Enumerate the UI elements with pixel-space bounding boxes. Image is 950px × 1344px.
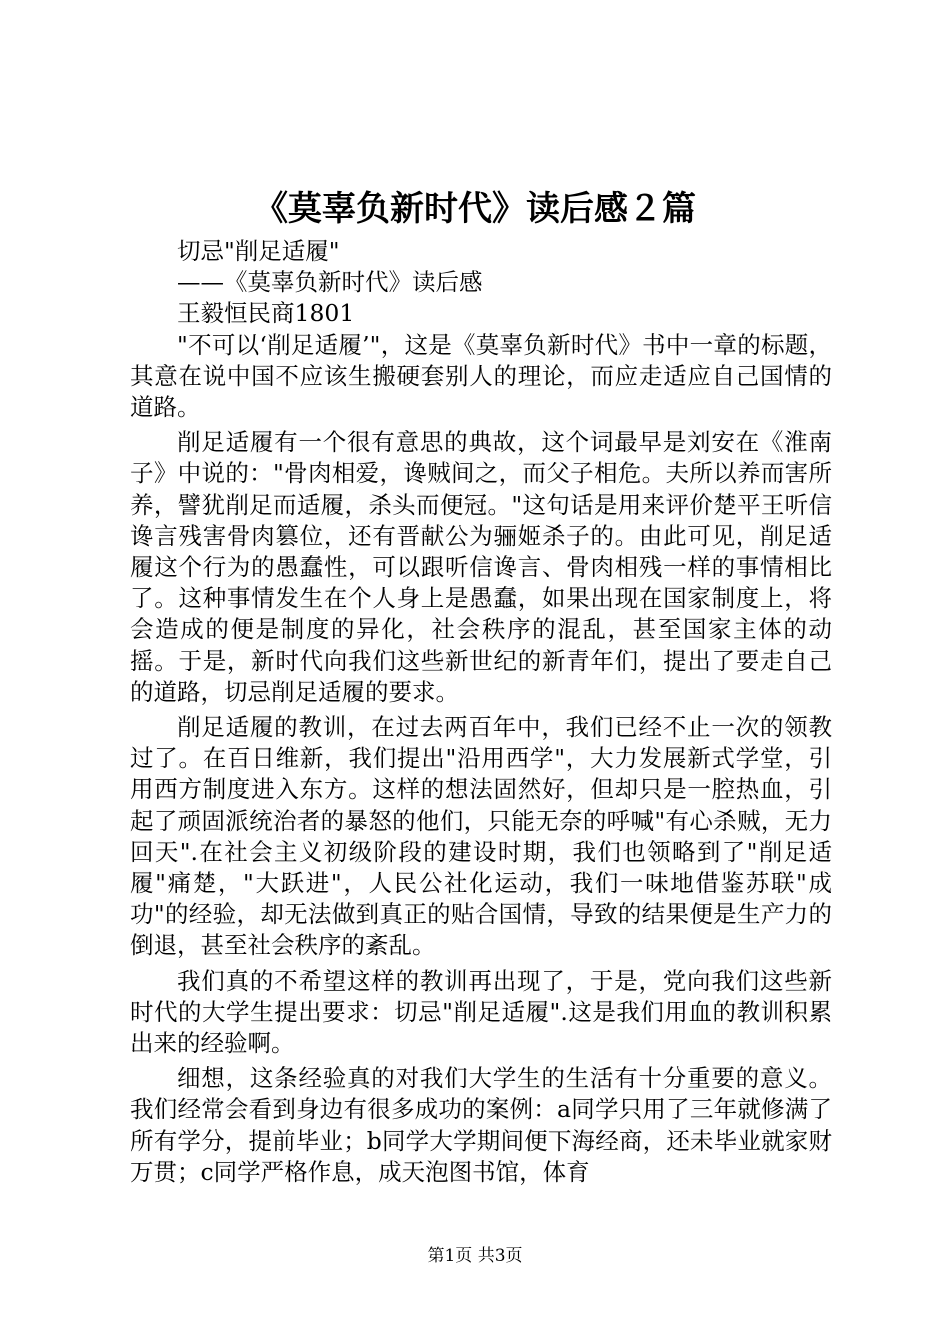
document-title: 《莫辜负新时代》读后感２篇 [254,189,696,229]
essay-heading: 切忌"削足适履" [177,237,340,265]
document-body [130,236,832,1188]
essay-subtitle: ——《莫辜负新时代》读后感 [177,268,483,297]
paragraph-2: 削足适履有一个很有意思的典故，这个词最早是刘安在《淮南子》中说的："骨肉相爱，谗贼间之，而父子相危。夫所以养而害所养，譬犹削足而适履，杀头而便冠。"这句话是用来评价楚平王听信谗言残害骨肉篡位，还有晋献公为骊姬杀子的。由此可见，削足适履这个行为的愚蠢性，可以跟听信谗言、骨肉相残一样的事情相比了。这种事情发生在个人身上是愚蠢，如果出现在国家制度上，将会造成的便是制度的异化，社会秩序的混乱，甚至国家主体的动摇。于是，新时代向我们这些新世纪的新青年们，提出了要走自己的道路，切忌削足适履的要求。 [130,428,832,706]
essay-author: 王毅恒民商1801 [177,299,355,328]
paragraph-1: "不可以‘削足适履’"，这是《莫辜负新时代》书中一章的标题，其意在说中国不应该生搬硬套别人的理论，而应走适应自己国情的道路。 [130,330,832,422]
page-footer: 第1页 共3页 [427,1246,523,1266]
paragraph-4: 我们真的不希望这样的教训再出现了，于是，党向我们这些新时代的大学生提出要求：切忌"削足适履".这是我们用血的教训积累出来的经验啊。 [130,966,832,1058]
paragraph-5: 细想，这条经验真的对我们大学生的生活有十分重要的意义。我们经常会看到身边有很多成功的案例：a同学只用了三年就修满了所有学分，提前毕业；b同学大学期间便下海经商，还未毕业就家财万贯；c同学严格作息，成天泡图书馆，体育 [130,1064,832,1186]
paragraph-3: 削足适履的教训，在过去两百年中，我们已经不止一次的领教过了。在百日维新，我们提出"沿用西学"，大力发展新式学堂，引用西方制度进入东方。这样的想法固然好，但却只是一腔热血，引起了顽固派统治者的暴怒的他们，只能无奈的呼喊"有心杀贼，无力回天".在社会主义初级阶段的建设时期，我们也领略到了"削足适履"痛楚，"大跃进"，人民公社化运动，我们一味地借鉴苏联"成功"的经验，却无法做到真正的贴合国情，导致的结果便是生产力的倒退，甚至社会秩序的紊乱。 [130,713,832,960]
